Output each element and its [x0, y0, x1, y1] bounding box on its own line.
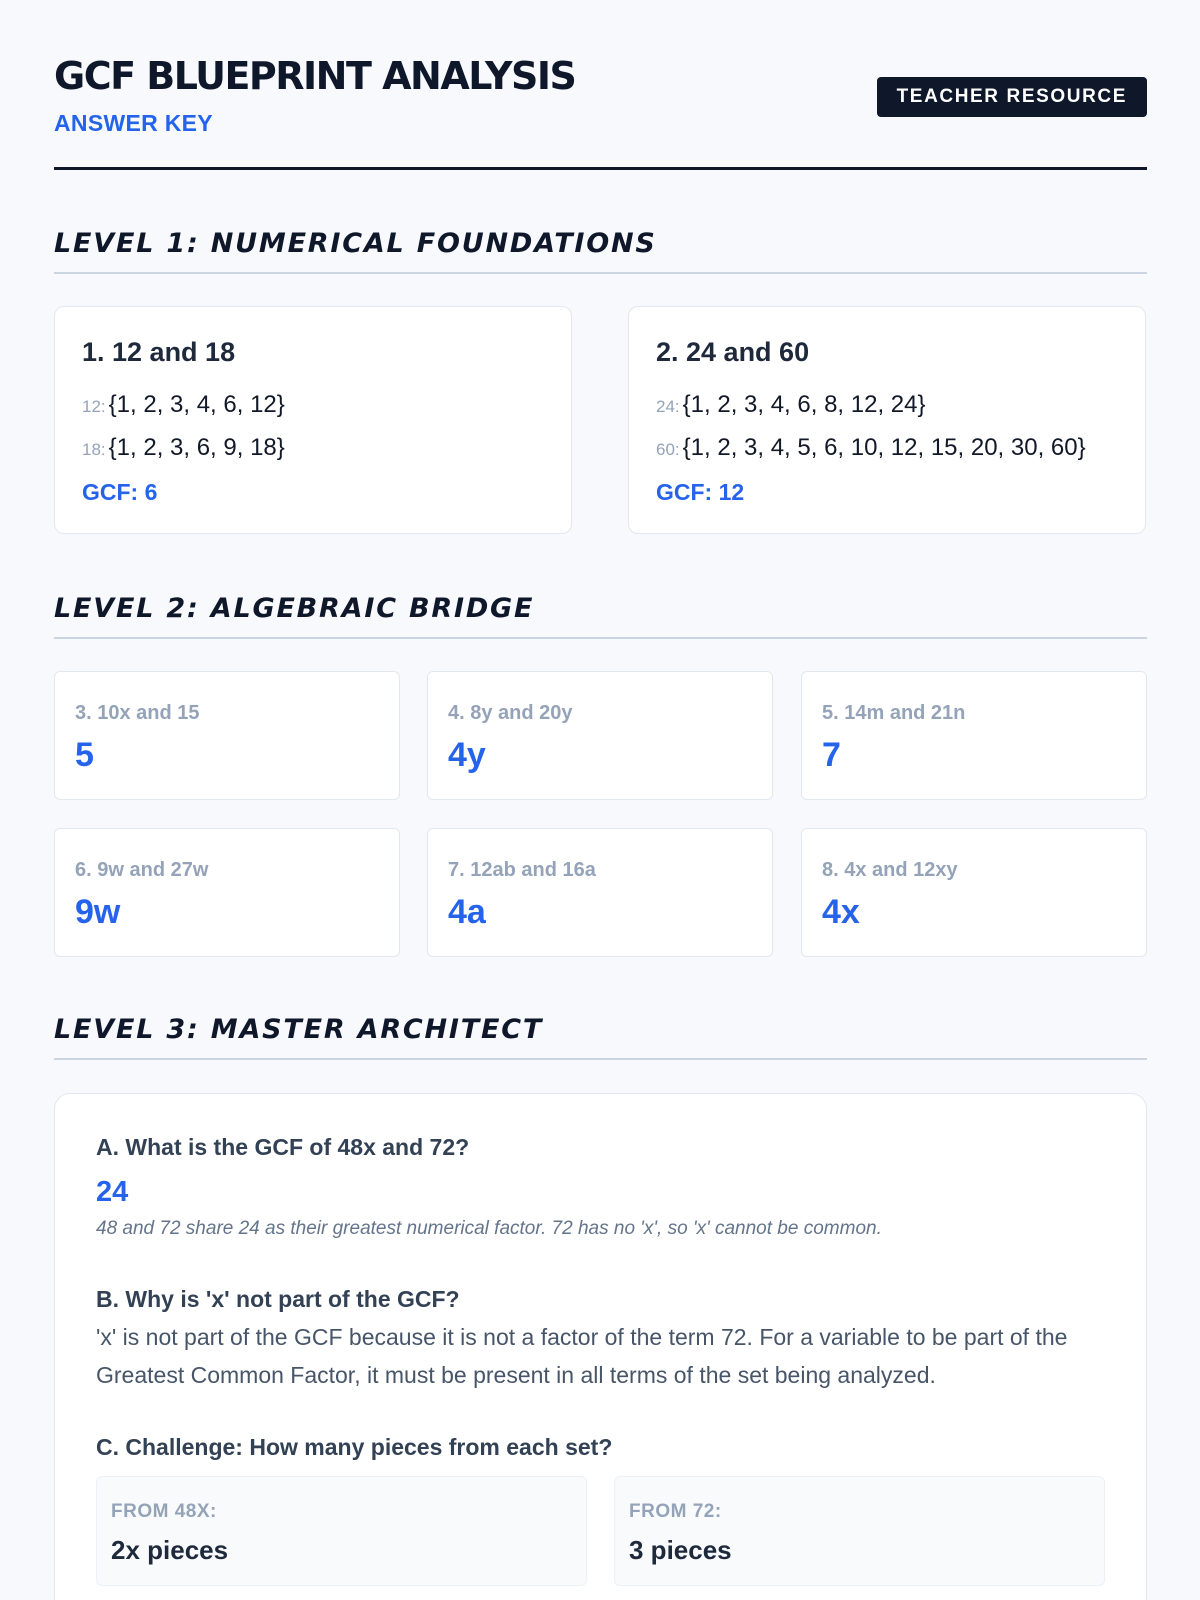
- level-1-problem-card: [54, 306, 572, 534]
- factor-row-label: 18:: [82, 440, 106, 459]
- factor-row: [656, 434, 1086, 462]
- factor-list: {1, 2, 3, 4, 6, 12}: [108, 391, 285, 418]
- problem-question: 7. 12ab and 16a: [448, 859, 596, 881]
- problem-question: 3. 10x and 15: [75, 702, 200, 724]
- question-a-note: 48 and 72 share 24 as their greatest numerical factor. 72 has no 'x', so 'x' cannot be common.: [96, 1218, 882, 1239]
- level-2-heading: [54, 591, 1147, 639]
- level-2-problem-card: [801, 828, 1147, 957]
- problem-answer: 4y: [448, 736, 486, 774]
- problem-answer: 5: [75, 736, 94, 774]
- level-2-problem-card: [427, 828, 773, 957]
- problem-question: 5. 14m and 21n: [822, 702, 966, 724]
- gcf-answer: GCF: 6: [82, 479, 158, 505]
- pieces-box: [614, 1476, 1105, 1586]
- factor-list: {1, 2, 3, 6, 9, 18}: [108, 434, 285, 461]
- pieces-label: FROM 72:: [629, 1501, 722, 1522]
- page-subtitle: ANSWER KEY: [54, 110, 213, 136]
- factor-row-label: 24:: [656, 397, 680, 416]
- question-b-explanation: 'x' is not part of the GCF because it is not a factor of the term 72. For a variable to be part of the Greatest Common Factor, it must be present in all terms of the set being analyzed.: [96, 1324, 1068, 1388]
- level-1-problem-card: [628, 306, 1146, 534]
- problem-answer: 7: [822, 736, 841, 774]
- question-c: C. Challenge: How many pieces from each set?: [96, 1434, 613, 1460]
- problem-question: 4. 8y and 20y: [448, 702, 573, 724]
- level-3-heading-text: LEVEL 3: MASTER ARCHITECT: [54, 1014, 544, 1045]
- pieces-label: FROM 48X:: [111, 1501, 217, 1522]
- factor-row: [82, 391, 285, 419]
- factor-list: {1, 2, 3, 4, 5, 6, 10, 12, 15, 20, 30, 60}: [682, 434, 1086, 461]
- page-title: GCF BLUEPRINT ANALYSIS: [54, 54, 576, 98]
- question-a: A. What is the GCF of 48x and 72?: [96, 1134, 470, 1160]
- question-b: B. Why is 'x' not part of the GCF?: [96, 1286, 460, 1312]
- problem-answer: 9w: [75, 893, 121, 931]
- level-2-heading-text: LEVEL 2: ALGEBRAIC BRIDGE: [54, 593, 535, 624]
- level-3-card: [54, 1093, 1147, 1600]
- level-2-problem-card: [54, 671, 400, 800]
- problem-answer: 4a: [448, 893, 486, 931]
- problem-question: 1. 12 and 18: [82, 337, 236, 367]
- level-2-problem-card: [54, 828, 400, 957]
- factor-row-label: 60:: [656, 440, 680, 459]
- teacher-resource-badge: TEACHER RESOURCE: [877, 77, 1147, 117]
- pieces-value: 2x pieces: [111, 1535, 229, 1565]
- pieces-value: 3 pieces: [629, 1535, 732, 1565]
- answer-key-page: [54, 0, 1147, 1565]
- pieces-box: [96, 1476, 587, 1586]
- factor-row: [656, 391, 926, 419]
- factor-row-label: 12:: [82, 397, 106, 416]
- page-header: [54, 0, 1147, 170]
- gcf-answer: GCF: 12: [656, 479, 745, 505]
- level-3-heading: [54, 1012, 1147, 1060]
- question-a-answer: 24: [96, 1176, 129, 1208]
- factor-row: [82, 434, 285, 462]
- level-1-heading-text: LEVEL 1: NUMERICAL FOUNDATIONS: [54, 228, 657, 259]
- level-1-heading: [54, 226, 1147, 274]
- problem-answer: 4x: [822, 893, 860, 931]
- factor-list: {1, 2, 3, 4, 6, 8, 12, 24}: [682, 391, 926, 418]
- level-2-problem-card: [427, 671, 773, 800]
- problem-question: 8. 4x and 12xy: [822, 859, 958, 881]
- problem-question: 2. 24 and 60: [656, 337, 810, 367]
- problem-question: 6. 9w and 27w: [75, 859, 209, 881]
- level-2-problem-card: [801, 671, 1147, 800]
